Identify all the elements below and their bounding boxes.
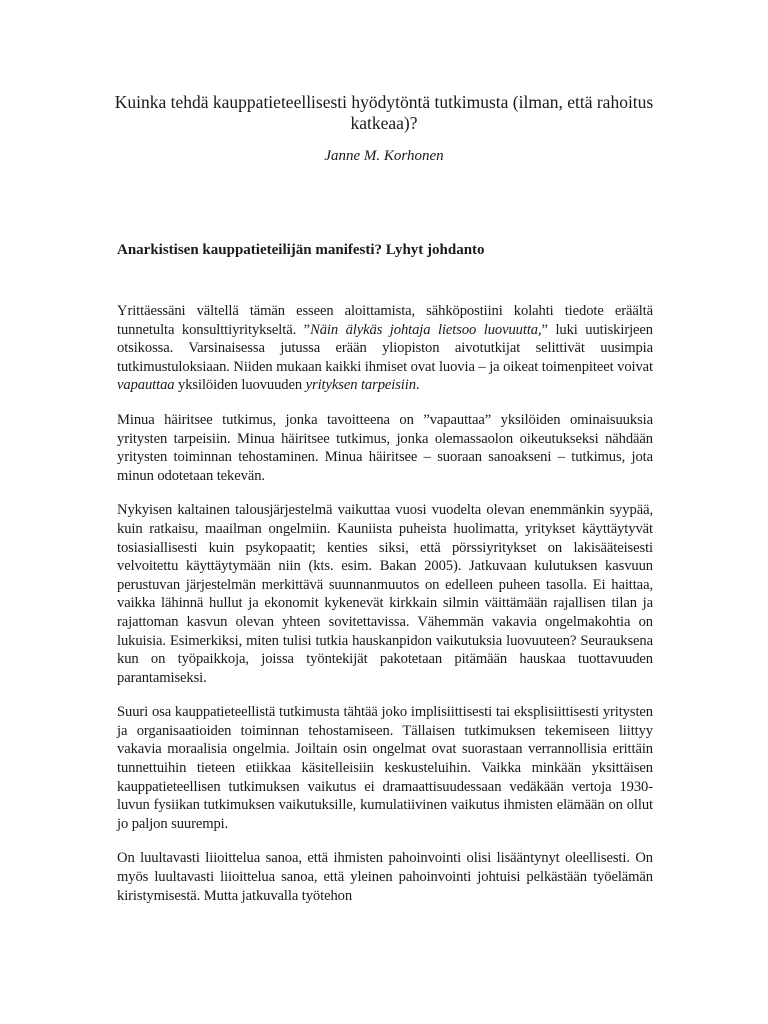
paragraph-text: Suuri osa kauppatieteellistä tutkimusta tähtää joko implisiittisesti tai eksplisiittisesti yritysten ja organisaatioiden toiminnan tehostamiseen. Tällaisen tutkimuksen tekemiseen liittyy vakavia moraalisia ongelmia. Joiltain osin ongelmat ovat suorastaan verrannollisia erittäin tunnettuihin tieteen etiikkaa käsitelleisiin keskusteluihin. Vaikka minkään yksittäisen kauppatieteellisen tutkimuksen vaikutus ei dramaattisuudessaan vedäkään vertoja 1930-luvun fysiikan tutkimuksen vaikutuksille, kumulatiivinen vaikutus ihmisten elämään on ollut jo paljon suurempi. bbox=[117, 704, 653, 832]
paragraph bbox=[117, 501, 653, 687]
paragraph-text: ” luki uutiskirjeen otsikossa. Varsinaisessa jutussa erään yliopiston aivotutkijat selittivät uusimpia tutkimustuloksiaan. Niiden mukaan kaikki ihmiset ovat luovia – ja oikeat toimenpiteet voivat bbox=[117, 321, 653, 375]
document-title: Kuinka tehdä kauppatieteellisesti hyödytöntä tutkimusta (ilman, että rahoitus katkeaa)? bbox=[114, 92, 654, 133]
paragraph-text: On luultavasti liioittelua sanoa, että ihmisten pahoinvointi olisi lisääntynyt oleellisesti. On myös luultavasti liioittelua sanoa, että yleinen pahoinvointi johtuisi pelkästään työelämän kiristymisestä. Mutta jatkuvalla työtehon bbox=[117, 850, 653, 904]
italic-text: yrityksen tarpeisiin bbox=[305, 377, 416, 394]
paragraph-text: . bbox=[415, 377, 420, 394]
paragraph-text: Nykyisen kaltainen talousjärjestelmä vaikuttaa vuosi vuodelta olevan enemmänkin syypää, kuin ratkaisu, maailman ongelmiin. Kauniista puheista huolimatta, yritykset käyttäytyvät tosiasiallisesti kuin psykopaatit; kenties siksi, että pörssiyritykset on lakisääteisesti velvoitettu käyttäytymään niin (kts. esim. Bakan 2005). Jatkuvaan kulutuksen kasvuun perustuvan järjestelmän merkittävä suunnanmuutos on edelleen puheen tasolla. Ei haittaa, vaikka lähinnä hullut ja ekonomit kykenevät kirkkain silmin väittämään rajallisen tilan ja rajattoman kasvun olevan yhteen sovitettavissa. Vähemmän vakavia ongelmakohtia on lukuisia. Esimerkiksi, miten tulisi tutkia hauskanpidon vaikutuksia luovuuteen? Seurauksena kun on työpaikkoja, joissa työntekijät pakotetaan pitämään hauskaa tuottavuuden parantamiseksi. bbox=[117, 502, 653, 686]
paragraph bbox=[117, 849, 653, 905]
author-name: Janne M. Korhonen bbox=[324, 148, 444, 164]
paragraph-text: yksilöiden luovuuden bbox=[174, 377, 306, 394]
section-heading: Anarkistisen kauppatieteilijän manifesti? Lyhyt johdanto bbox=[117, 242, 485, 258]
italic-text: Näin älykäs johtaja lietsoo luovuutta, bbox=[310, 321, 542, 338]
paragraph bbox=[117, 302, 653, 395]
paragraph-text: Minua häiritsee tutkimus, jonka tavoitteena on ”vapauttaa” yksilöiden ominaisuuksia yritysten tarpeisiin. Minua häiritsee tutkimus, jonka olemassaolon oikeutukseksi nähdään yritysten toiminnan tehostaminen. Minua häiritsee – suoraan sanoakseni – tutkimus, jota minun odotetaan tekevän. bbox=[117, 411, 653, 484]
paragraph bbox=[117, 703, 653, 833]
paragraph-text: Yrittäessäni vältellä tämän esseen aloittamista, sähköpostiini kolahti tiedote eräältä tunnetulta konsulttiyritykseltä. ” bbox=[117, 303, 653, 338]
paragraph bbox=[117, 411, 653, 485]
body-text bbox=[117, 302, 653, 921]
italic-text: vapauttaa bbox=[117, 377, 175, 394]
